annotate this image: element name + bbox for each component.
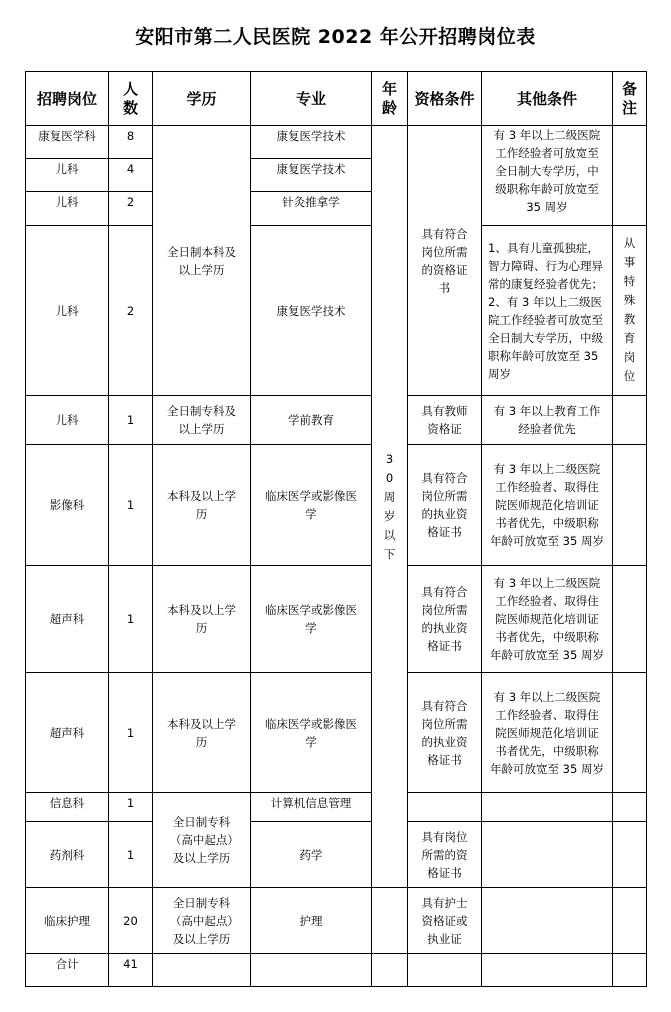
cell-major: 康复医学技术	[251, 126, 372, 159]
cell-other-pediatric: 1、具有儿童孤独症，智力障碍、行为心理异常的康复经验者优先； 2、有 3 年以上二级医院工作经验者可放宽至全日制大专学历，中级职称年龄可放宽至 35 周岁	[482, 226, 613, 396]
cell-major: 计算机信息管理	[251, 793, 372, 822]
cell-empty	[408, 954, 482, 987]
cell-other: 有 3 年以上二级医院工作经验者、取得住院医师规范化培训证书者优先，中级职称年龄可放宽至 35 周岁	[482, 673, 613, 793]
recruitment-table	[25, 71, 647, 987]
table-row	[26, 445, 647, 566]
cell-other-empty	[482, 888, 613, 954]
cell-position: 儿科	[26, 396, 109, 445]
total-label: 合计	[26, 954, 109, 987]
cell-qualification: 具有符合岗位所需的执业资格证书	[408, 566, 482, 673]
cell-remark-empty	[613, 822, 647, 888]
cell-empty	[251, 954, 372, 987]
cell-position: 儿科	[26, 192, 109, 226]
cell-remark-empty	[613, 445, 647, 566]
cell-count: 1	[109, 445, 153, 566]
cell-major: 学前教育	[251, 396, 372, 445]
cell-remark-empty	[613, 673, 647, 793]
cell-qualification-empty	[408, 793, 482, 822]
table-row	[26, 822, 647, 888]
cell-major: 针灸推拿学	[251, 192, 372, 226]
cell-count: 8	[109, 126, 153, 159]
cell-position: 康复医学科	[26, 126, 109, 159]
cell-qualification: 具有符合岗位所需的执业资格证书	[408, 445, 482, 566]
cell-other: 有 3 年以上二级医院工作经验者、取得住院医师规范化培训证书者优先，中级职称年龄可放宽至 35 周岁	[482, 445, 613, 566]
cell-empty	[372, 954, 408, 987]
cell-remark-empty	[613, 888, 647, 954]
cell-count: 4	[109, 159, 153, 192]
cell-count: 1	[109, 566, 153, 673]
header-age: 年龄	[372, 72, 408, 126]
cell-count: 1	[109, 822, 153, 888]
cell-education-merged: 全日制本科及以上学历	[153, 126, 251, 396]
cell-qualification: 具有教师资格证	[408, 396, 482, 445]
cell-position: 药剂科	[26, 822, 109, 888]
header-remark: 备注	[613, 72, 647, 126]
cell-major: 护理	[251, 888, 372, 954]
cell-other-merged: 有 3 年以上二级医院工作经验者可放宽至全日制大专学历，中级职称年龄可放宽至 35 周岁	[482, 126, 613, 226]
table-row	[26, 226, 647, 396]
table-row	[26, 793, 647, 822]
cell-position: 信息科	[26, 793, 109, 822]
cell-count: 2	[109, 226, 153, 396]
table-row	[26, 126, 647, 159]
cell-education: 全日制专科（高中起点）及以上学历	[153, 888, 251, 954]
cell-remark-empty	[613, 126, 647, 226]
table-row	[26, 566, 647, 673]
header-qualification: 资格条件	[408, 72, 482, 126]
cell-remark-empty	[613, 396, 647, 445]
cell-major: 康复医学技术	[251, 226, 372, 396]
cell-education: 本科及以上学历	[153, 673, 251, 793]
cell-qualification-merged: 具有符合岗位所需的资格证书	[408, 126, 482, 396]
cell-education: 本科及以上学历	[153, 445, 251, 566]
cell-empty	[482, 954, 613, 987]
cell-education: 本科及以上学历	[153, 566, 251, 673]
cell-position: 影像科	[26, 445, 109, 566]
cell-other: 有 3 年以上教育工作经验者优先	[482, 396, 613, 445]
header-other: 其他条件	[482, 72, 613, 126]
cell-position: 临床护理	[26, 888, 109, 954]
cell-empty	[153, 954, 251, 987]
cell-major: 药学	[251, 822, 372, 888]
cell-other-empty	[482, 793, 613, 822]
cell-position: 超声科	[26, 673, 109, 793]
cell-major: 康复医学技术	[251, 159, 372, 192]
table-row	[26, 673, 647, 793]
cell-major: 临床医学或影像医学	[251, 566, 372, 673]
table-header-row	[26, 72, 647, 126]
cell-major: 临床医学或影像医学	[251, 673, 372, 793]
cell-position: 儿科	[26, 159, 109, 192]
cell-remark-empty	[613, 793, 647, 822]
cell-remark-special: 从事特殊教育岗位	[613, 226, 647, 396]
cell-other: 有 3 年以上二级医院工作经验者、取得住院医师规范化培训证书者优先，中级职称年龄可放宽至 35 周岁	[482, 566, 613, 673]
header-major: 专业	[251, 72, 372, 126]
cell-qualification: 具有护士资格证或执业证	[408, 888, 482, 954]
header-position: 招聘岗位	[26, 72, 109, 126]
cell-count: 20	[109, 888, 153, 954]
cell-count: 1	[109, 396, 153, 445]
cell-count: 1	[109, 793, 153, 822]
cell-education: 全日制专科及以上学历	[153, 396, 251, 445]
cell-remark-empty	[613, 566, 647, 673]
table-row	[26, 396, 647, 445]
cell-age-merged: 30周岁以下	[372, 126, 408, 888]
header-count: 人数	[109, 72, 153, 126]
cell-position: 儿科	[26, 226, 109, 396]
cell-qualification: 具有符合岗位所需的执业资格证书	[408, 673, 482, 793]
cell-count: 2	[109, 192, 153, 226]
page-title: 安阳市第二人民医院 2022 年公开招聘岗位表	[135, 26, 536, 48]
table-row	[26, 888, 647, 954]
cell-education-merged: 全日制专科（高中起点）及以上学历	[153, 793, 251, 888]
cell-other-empty	[482, 822, 613, 888]
cell-major: 临床医学或影像医学	[251, 445, 372, 566]
cell-empty	[613, 954, 647, 987]
header-education: 学历	[153, 72, 251, 126]
total-row	[26, 954, 647, 987]
cell-qualification: 具有岗位所需的资格证书	[408, 822, 482, 888]
cell-age-empty	[372, 888, 408, 954]
cell-count: 1	[109, 673, 153, 793]
cell-position: 超声科	[26, 566, 109, 673]
total-count: 41	[109, 954, 153, 987]
